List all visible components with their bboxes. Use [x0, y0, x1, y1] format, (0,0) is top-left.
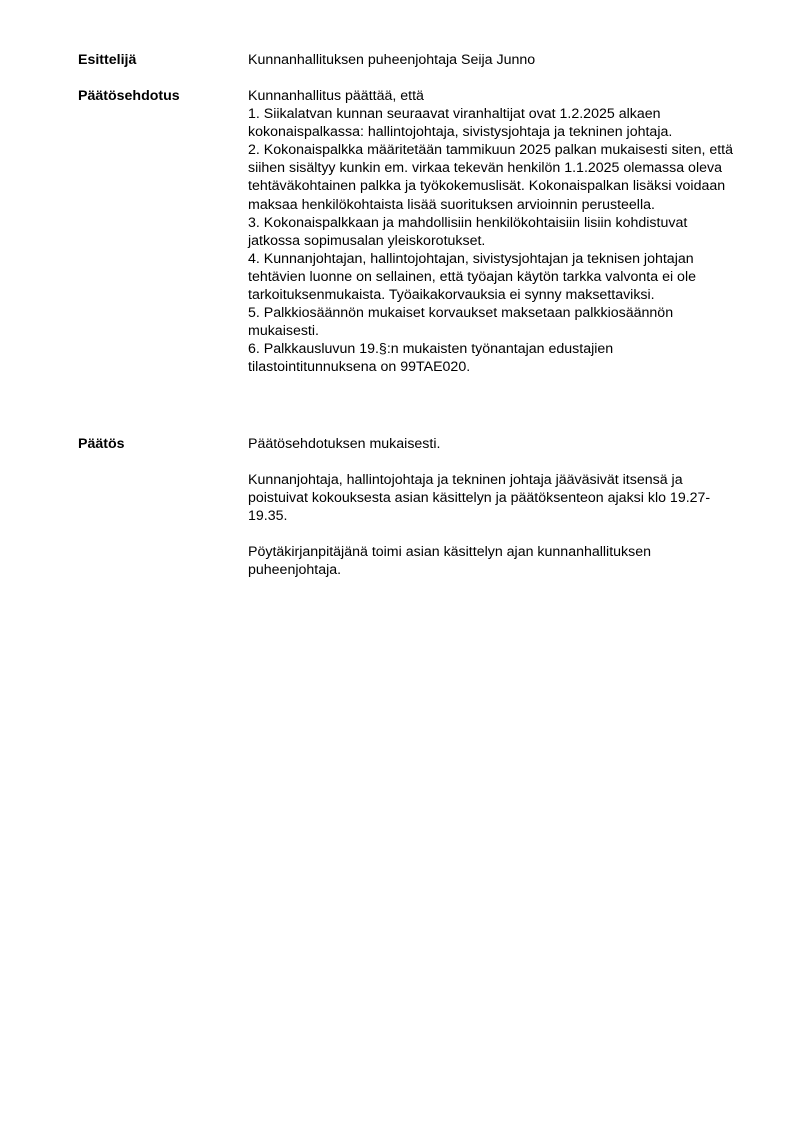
section-content-paatos — [248, 435, 738, 580]
section-content-paatosehdotus — [248, 87, 738, 377]
proposal-item-3: 3. Kokonaispalkkaan ja mahdollisiin henkilökohtaisiin lisiin kohdistuvat jatkossa sopimusalan yleiskorotukset. — [248, 214, 688, 249]
proposal-item-1: 1. Siikalatvan kunnan seuraavat viranhaltijat ovat 1.2.2025 alkaen kokonaispalkassa: hallintojohtaja, sivistysjohtaja ja tekninen johtaja. — [248, 106, 673, 141]
proposal-item-5: 5. Palkkiosäännön mukaiset korvaukset maksetaan palkkiosäännön mukaisesti. — [248, 305, 674, 340]
proposal-item-6: 6. Palkkausluvun 19.§:n mukaisten työnantajan edustajien tilastointitunnuksena on 99TAE020. — [248, 341, 614, 376]
section-label-esittelija: Esittelijä — [78, 52, 137, 68]
decision-paragraph-1: Päätösehdotuksen mukaisesti. — [248, 436, 441, 452]
section-label-paatos: Päätös — [78, 436, 125, 452]
presenter-text: Kunnanhallituksen puheenjohtaja Seija Junno — [248, 52, 536, 68]
decision-paragraph-2: Kunnanjohtaja, hallintojohtaja ja tekninen johtaja jääväsivät itsensä ja poistuivat kokouksesta asian käsittelyn ja päätöksenteon ajaksi klo 19.27-19.35. — [248, 472, 711, 525]
proposal-item-4: 4. Kunnanjohtajan, hallintojohtajan, sivistysjohtajan ja teknisen johtajan tehtävien luonne on sellainen, että työajan käytön tarkka valvonta ei ole tarkoituksenmukaista. Työaikakorvauksia ei synny maksettaviksi. — [248, 250, 696, 304]
section-label-paatosehdotus: Päätösehdotus — [78, 88, 180, 104]
proposal-item-2: 2. Kokonaispalkka määritetään tammikuun 2025 palkan mukaisesti siten, että siihen sisältyy kunkin em. virkaa tekevän henkilön 1.1.2025 olemassa oleva tehtäväkohtainen palkka ja työkokemuslisät. Kokonaispalkan lisäksi voidaan maksaa henkilökohtaista lisää suorituksen arvioinnin perusteella. — [248, 142, 734, 213]
section-content-esittelija — [248, 51, 738, 69]
proposal-intro: Kunnanhallitus päättää, että — [248, 88, 424, 104]
decision-paragraph-3: Pöytäkirjanpitäjänä toimi asian käsittelyn ajan kunnanhallituksen puheenjohtaja. — [248, 544, 652, 579]
